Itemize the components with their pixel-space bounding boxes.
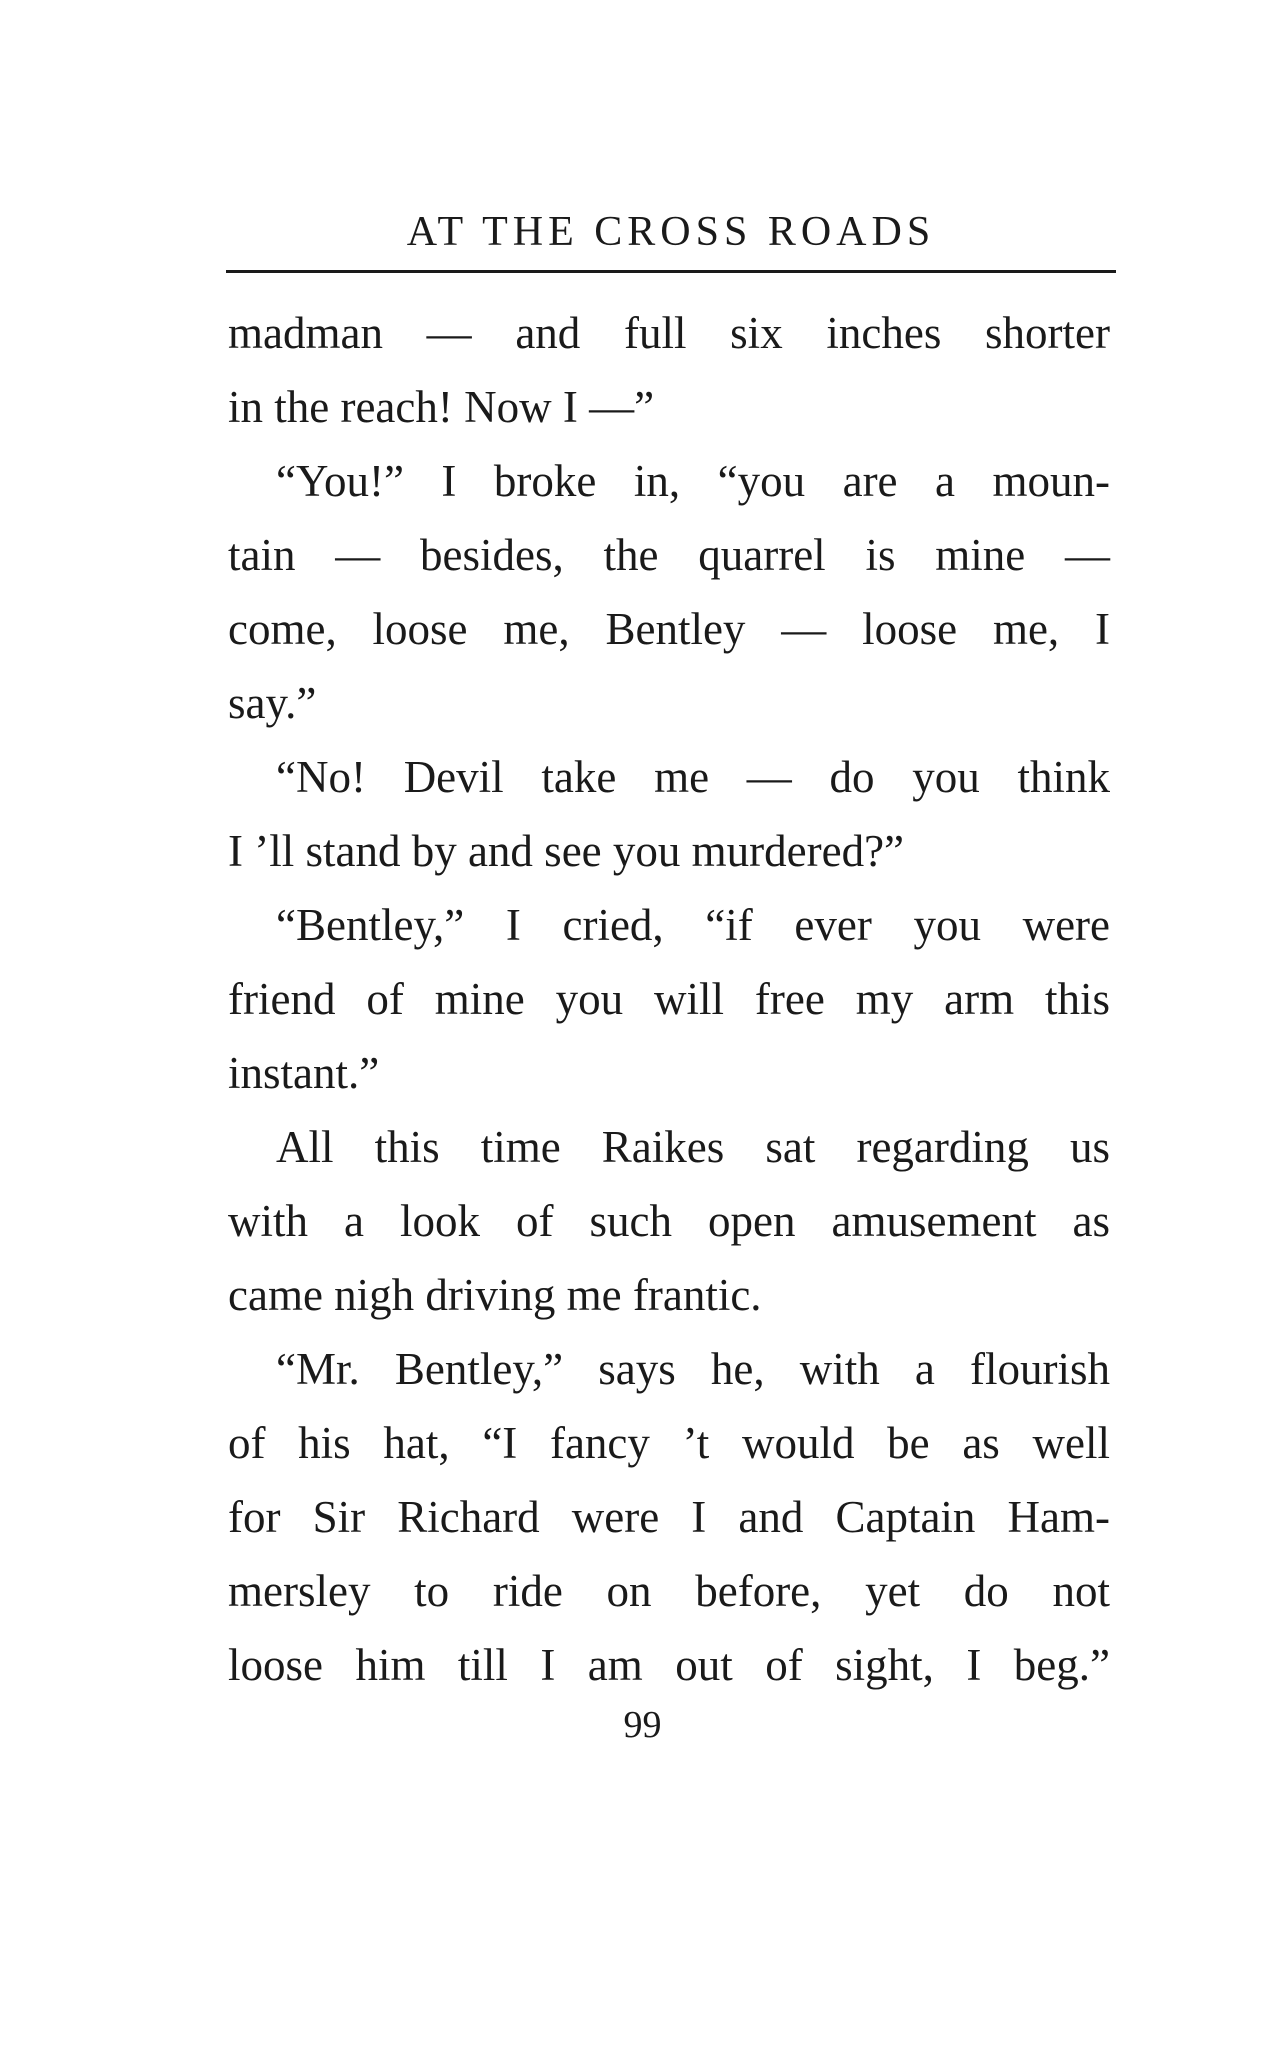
header-rule — [226, 270, 1116, 273]
text-line: madman — and full six inches shorter — [228, 308, 1110, 358]
text-line: “You!” I broke in, “you are a moun- — [276, 456, 1110, 506]
text-line: come, loose me, Bentley — loose me, I — [228, 604, 1110, 654]
text-line: I ’ll stand by and see you murdered?” — [228, 826, 905, 876]
running-head-title: AT THE CROSS ROADS — [406, 209, 936, 255]
text-line: tain — besides, the quarrel is mine — — [228, 530, 1110, 580]
text-line: friend of mine you will free my arm this — [228, 974, 1110, 1024]
text-line: “Mr. Bentley,” says he, with a flourish — [276, 1344, 1110, 1394]
text-line: with a look of such open amusement as — [228, 1196, 1110, 1246]
text-line: of his hat, “I fancy ’t would be as well — [228, 1418, 1110, 1468]
text-line: mersley to ride on before, yet do not — [228, 1566, 1110, 1616]
text-line: say.” — [228, 678, 317, 728]
text-line: loose him till I am out of sight, I beg.” — [228, 1640, 1110, 1690]
body-text — [228, 296, 1110, 1702]
page-number: 99 — [623, 1704, 662, 1746]
text-line: “Bentley,” I cried, “if ever you were — [276, 900, 1110, 950]
text-line: came nigh driving me frantic. — [228, 1270, 762, 1320]
text-line: instant.” — [228, 1048, 380, 1098]
text-line: “No! Devil take me — do you think — [276, 752, 1110, 802]
text-line: in the reach! Now I —” — [228, 382, 655, 432]
text-line: All this time Raikes sat regarding us — [276, 1122, 1110, 1172]
text-line: for Sir Richard were I and Captain Ham- — [228, 1492, 1110, 1542]
